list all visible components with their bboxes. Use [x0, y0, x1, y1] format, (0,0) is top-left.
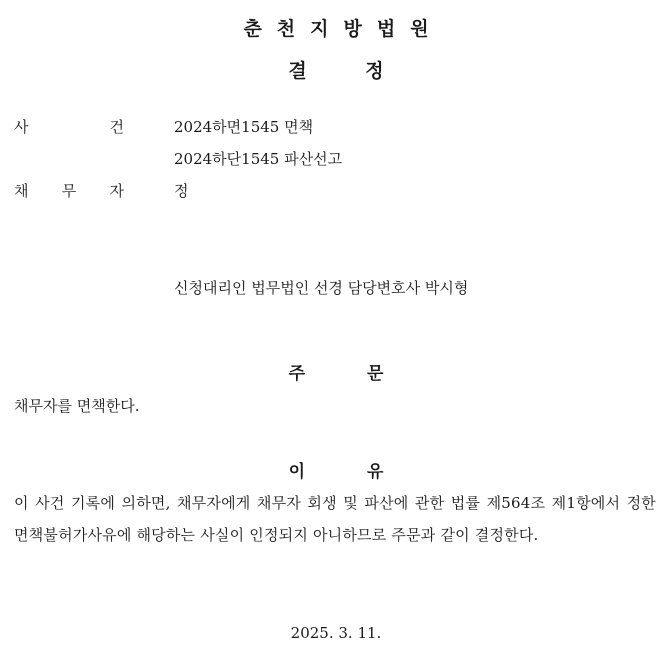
- decision-date: 2025. 3. 11.: [290, 624, 382, 642]
- case-number-exemption: 2024하면1545 면책: [174, 118, 314, 136]
- case-label-char: 사: [14, 118, 29, 136]
- reason-heading: 이 유: [288, 462, 384, 482]
- debtor-label-char: 채: [14, 182, 29, 200]
- order-heading: 주 문: [288, 364, 384, 384]
- debtor-label-char: 무: [61, 182, 77, 200]
- case-label: [14, 116, 124, 137]
- reason-text: 이 사건 기록에 의하면, 채무자에게 채무자 회생 및 파산에 관한 법률 제564조 제1항에서 정한 면책불허가사유에 해당하는 사실이 인정되지 아니하므로 주문과 같이 결정한다.: [14, 494, 656, 544]
- case-number-bankruptcy: 2024하단1545 파산선고: [174, 150, 343, 168]
- case-label-char: 건: [109, 118, 124, 136]
- order-text: 채무자를 면책한다.: [14, 397, 140, 415]
- debtor-name: 정: [174, 182, 189, 200]
- debtor-label-char: 자: [109, 182, 124, 200]
- document-title: 결 정: [288, 60, 384, 82]
- court-name: 춘천지방법원: [243, 18, 444, 40]
- legal-agent: 신청대리인 법무법인 선경 담당변호사 박시형: [174, 279, 469, 297]
- debtor-label: [14, 180, 124, 201]
